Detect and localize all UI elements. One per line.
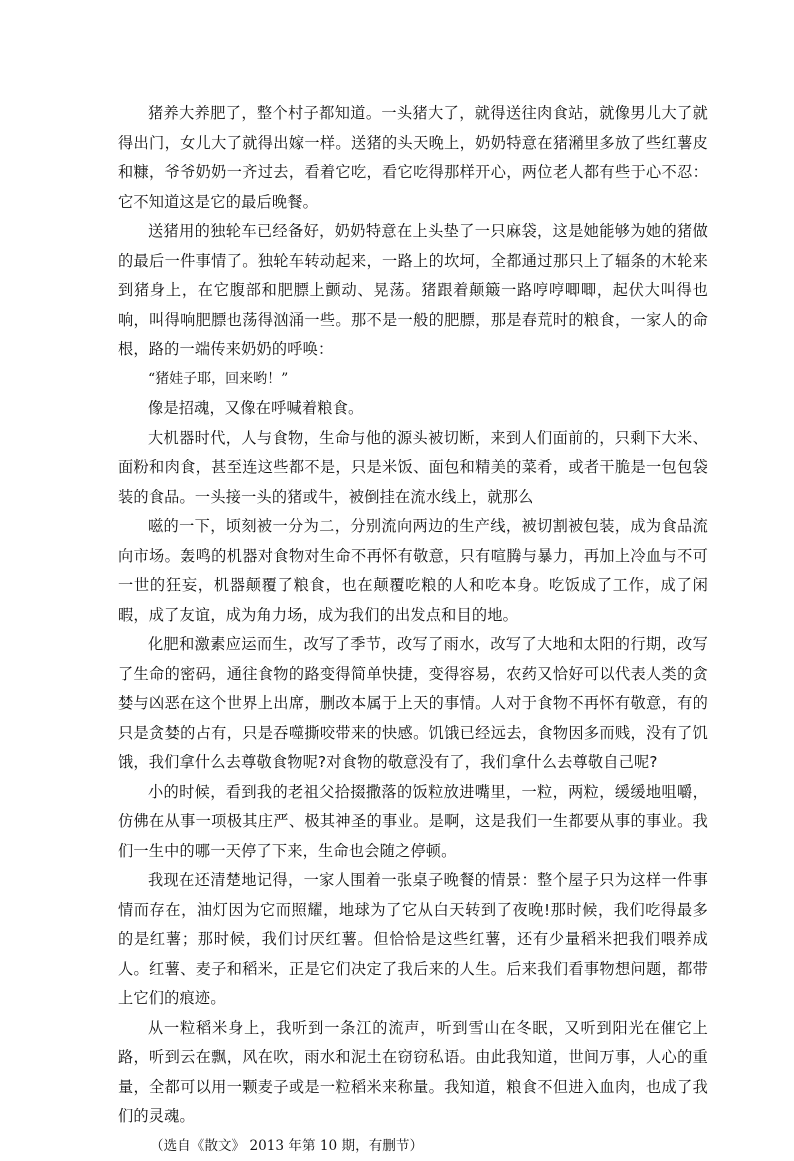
source-citation: （选自《散文》 2013 年第 10 期，有删节） [118,1132,708,1161]
paragraph-6: 化肥和激素应运而生，改写了季节，改写了雨水，改写了大地和太阳的行期，改写了生命的密码，通往食物的路变得简单快捷，变得容易，农药又恰好可以代表人类的贪婪与凶恶在这个世界上出席，删改本属于上天的事情。人对于食物不再怀有敬意，有的只是贪婪的占有，只是吞噬撕咬带来的快感。饥饿已经远去，食物因多而贱，没有了饥饿，我们拿什么去尊敬食物呢?对食物的敬意没有了，我们拿什么去尊敬自己呢? [118,630,708,778]
paragraph-8: 我现在还清楚地记得，一家人围着一张桌子晚餐的情景：整个屋子只为这样一件事情而存在，油灯因为它而照耀，地球为了它从白天转到了夜晚!那时候，我们吃得最多的是红薯；那时候，我们讨厌红薯。但恰恰是这些红薯，还有少量稻米把我们喂养成人。红薯、麦子和稻米，正是它们决定了我后来的人生。后来我们看事物想问题，都带上它们的痕迹。 [118,866,708,1014]
paragraph-3: 像是招魂，又像在呼喊着粮食。 [118,394,708,424]
article-body [118,99,708,1161]
quote-call: “猪娃子耶，回来哟！” [118,365,708,395]
paragraph-7: 小的时候，看到我的老祖父拾掇撒落的饭粒放进嘴里，一粒，两粒，缓缓地咀嚼，仿佛在从事一项极其庄严、极其神圣的事业。是啊，这是我们一生都要从事的事业。我们一生中的哪一天停了下来，生命也会随之停顿。 [118,778,708,867]
paragraph-2: 送猪用的独轮车已经备好，奶奶特意在上头垫了一只麻袋，这是她能够为她的猪做的最后一件事情了。独轮车转动起来，一路上的坎坷，全都通过那只上了辐条的木轮来到猪身上，在它腹部和肥膘上颤动、晃荡。猪跟着颠簸一路哼哼唧唧，起伏大叫得也响，叫得响肥膘也荡得汹涌一些。那不是一般的肥膘，那是春荒时的粮食，一家人的命根，路的一端传来奶奶的呼唤： [118,217,708,365]
paragraph-1: 猪养大养肥了，整个村子都知道。一头猪大了，就得送往肉食站，就像男儿大了就得出门，女儿大了就得出嫁一样。送猪的头天晚上，奶奶特意在猪潲里多放了些红薯皮和糠，爷爷奶奶一齐过去，看着它吃，看它吃得那样开心，两位老人都有些于心不忍：它不知道这是它的最后晚餐。 [118,99,708,217]
paragraph-4: 大机器时代，人与食物，生命与他的源头被切断，来到人们面前的，只剩下大米、面粉和肉食，甚至连这些都不是，只是米饭、面包和精美的菜肴，或者干脆是一包包袋装的食品。一头接一头的猪或牛，被倒挂在流水线上，就那么 [118,424,708,513]
paragraph-5: 嗞的一下，顷刻被一分为二，分别流向两边的生产线，被切割被包装，成为食品流向市场。轰鸣的机器对食物对生命不再怀有敬意，只有喧腾与暴力，再加上冷血与不可一世的狂妄，机器颠覆了粮食，也在颠覆吃粮的人和吃本身。吃饭成了工作，成了闲暇，成了友谊，成为角力场，成为我们的出发点和目的地。 [118,512,708,630]
paragraph-9: 从一粒稻米身上，我听到一条江的流声，听到雪山在冬眠，又听到阳光在催它上路，听到云在飘，风在吹，雨水和泥土在窃窃私语。由此我知道，世间万事，人心的重量，全都可以用一颗麦子或是一粒稻米来称量。我知道，粮食不但进入血肉，也成了我们的灵魂。 [118,1014,708,1132]
